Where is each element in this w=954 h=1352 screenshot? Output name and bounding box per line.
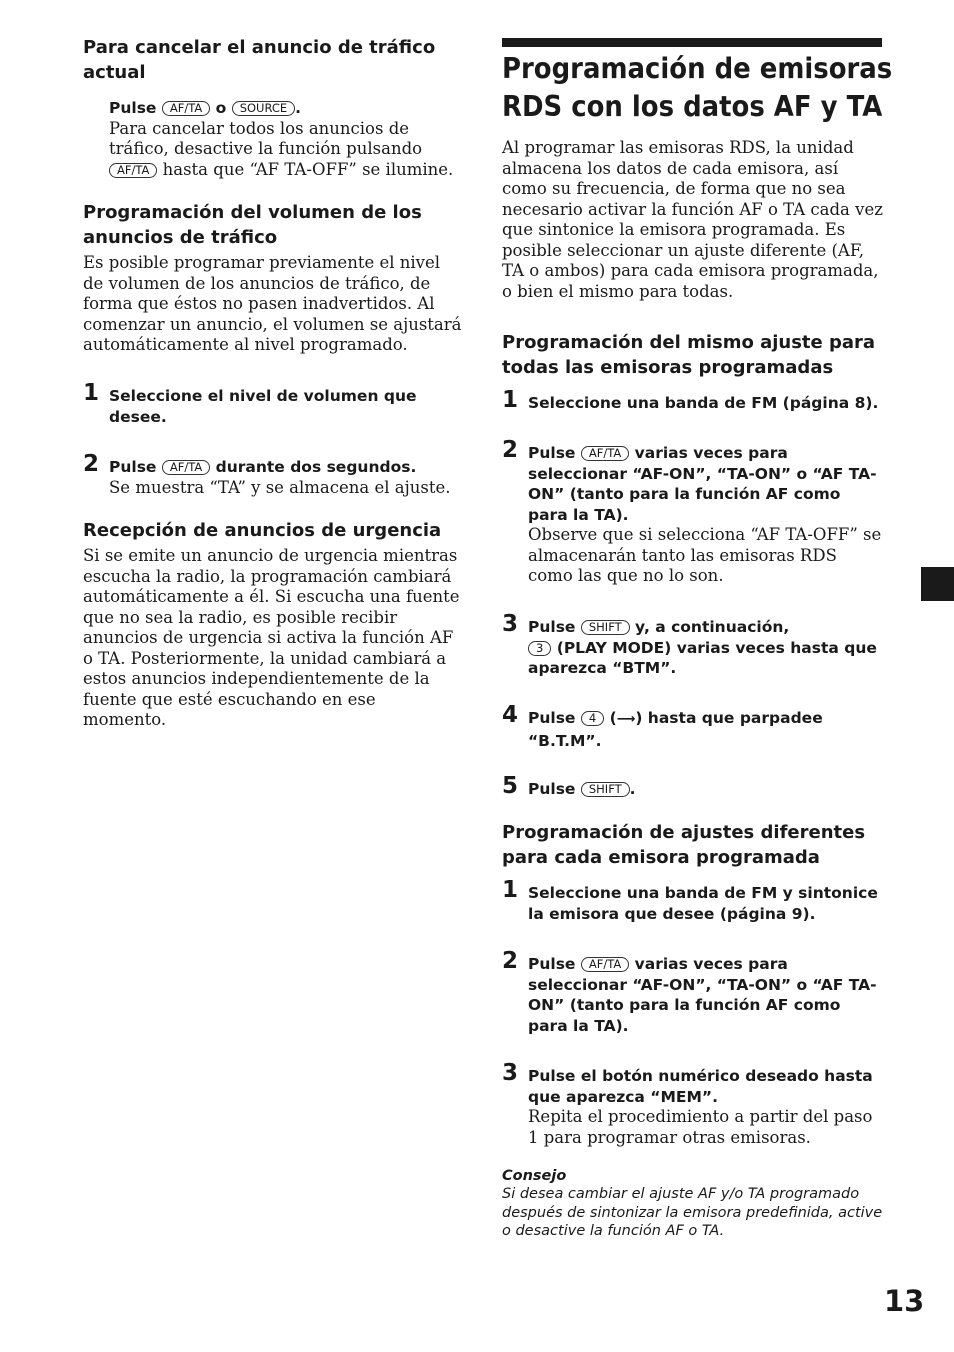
step-number: 1 <box>502 877 519 903</box>
cancel-instruction <box>109 98 463 180</box>
step-note: Se muestra “TA” y se almacena el ajuste. <box>109 477 451 497</box>
pulse-label: Pulse <box>528 955 576 973</box>
step-text: Pulse el botón numérico deseado hasta que aparezca “MEM”. <box>528 1067 873 1106</box>
period: . <box>295 99 302 117</box>
step-text-b: ) hasta que parpadee “B.T.M”. <box>528 709 823 750</box>
section-title <box>502 50 893 125</box>
step-number: 1 <box>83 380 100 406</box>
step-text: varias veces para seleccionar “AF-ON”, “TA-ON” o “AF TA-ON” (tanto para la función AF como para la TA). <box>528 955 877 1035</box>
step-text-b: (PLAY MODE) varias veces hasta que aparezca “BTM”. <box>528 638 877 677</box>
button-4-key: 4 <box>581 711 604 726</box>
step-text: Seleccione una banda de FM (página 8). <box>528 394 879 412</box>
step-number: 2 <box>502 948 519 974</box>
button-3-key: 3 <box>528 641 551 656</box>
step-text: varias veces para seleccionar “AF-ON”, “TA-ON” o “AF TA-ON” (tanto para la función AF como para la TA). <box>528 444 877 524</box>
step-number: 2 <box>502 437 519 463</box>
heading-different-settings: Programación de ajustes diferentes para cada emisora programada <box>502 822 866 868</box>
page-number: 13 <box>884 1284 925 1318</box>
heading-cancel-announcement: Para cancelar el anuncio de tráfico actual <box>83 37 436 83</box>
step-number: 3 <box>502 611 519 637</box>
af-ta-button-key: AF/TA <box>162 460 210 475</box>
shift-button-key: SHIFT <box>581 782 630 797</box>
pulse-label: Pulse <box>109 458 157 476</box>
step-number: 2 <box>83 451 100 477</box>
pulse-label: Pulse <box>528 444 576 462</box>
heading-volume: Programación del volumen de los anuncios de tráfico <box>83 202 422 248</box>
step-note: Repita el procedimiento a partir del paso 1 para programar otras emisoras. <box>528 1107 873 1147</box>
thumb-index-tab <box>921 567 954 601</box>
step-number: 5 <box>502 773 519 799</box>
step-number: 4 <box>502 702 519 728</box>
step-number: 3 <box>502 1060 519 1086</box>
cancel-note <box>109 119 463 181</box>
step-number: 1 <box>502 387 519 413</box>
title-rule <box>502 38 882 47</box>
step-text: durante dos segundos. <box>215 458 417 476</box>
shift-button-key: SHIFT <box>581 620 630 635</box>
tip-body: Si desea cambiar el ajuste AF y/o TA programado después de sintonizar la emisora predefinida, active o desactive la función AF o TA. <box>502 1186 883 1239</box>
intro-paragraph: Al programar las emisoras RDS, la unidad almacena los datos de cada emisora, así como su frecuencia, de forma que no sea necesario activar la función AF o TA cada vez que sintonice la emisora programada. Es posible seleccionar un ajuste diferente (AF, TA o ambos) para cada emisora programada, o bien el mismo para todas. <box>502 138 883 301</box>
step-text: Seleccione una banda de FM y sintonice la emisora que desee (página 9). <box>528 884 878 923</box>
volume-paragraph: Es posible programar previamente el nivel de volumen de los anuncios de tráfico, de forma que éstos no pasen inadvertidos. Al comenzar un anuncio, el volumen se ajustará automáticamente al nivel programado. <box>83 253 462 354</box>
section-title-line-2: RDS con los datos AF y TA <box>502 89 883 123</box>
pulse-label: Pulse <box>528 618 576 636</box>
af-ta-button-key: AF/TA <box>581 446 629 461</box>
source-button-key: SOURCE <box>232 101 295 116</box>
cancel-note-b: hasta que “AF TA-OFF” se ilumine. <box>162 159 454 179</box>
emergency-paragraph: Si se emite un anuncio de urgencia mientras escucha la radio, la programación cambiará automáticamente a él. Si escucha una fuente que no sea la radio, es posible recibir anuncios de urgencia si activa la función AF o TA. Posteriormente, la unidad cambiará a estos anuncios independientemente de la fuente que esté escuchando en ese momento. <box>83 546 460 729</box>
pulse-label: Pulse <box>528 709 576 727</box>
pulse-label: Pulse <box>528 780 576 798</box>
step-text-a: y, a continuación, <box>635 618 790 636</box>
tip-title: Consejo <box>502 1168 567 1184</box>
af-ta-button-key: AF/TA <box>109 163 157 178</box>
pulse-label: Pulse <box>109 99 157 117</box>
or-label: o <box>215 99 227 117</box>
af-ta-button-key: AF/TA <box>162 101 210 116</box>
heading-emergency: Recepción de anuncios de urgencia <box>83 520 442 541</box>
af-ta-button-key: AF/TA <box>581 957 629 972</box>
arrow-right-icon: ⟶ <box>616 712 636 727</box>
cancel-note-a: Para cancelar todos los anuncios de tráfico, desactive la función pulsando <box>109 118 423 158</box>
heading-same-setting: Programación del mismo ajuste para todas las emisoras programadas <box>502 332 876 378</box>
step-note: Observe que si selecciona “AF TA-OFF” se almacenarán tanto las emisoras RDS como las que no lo son. <box>528 525 882 585</box>
section-title-line-1: Programación de emisoras <box>502 52 893 85</box>
step-text: Seleccione el nivel de volumen que desee. <box>109 387 417 426</box>
paren-open: ( <box>609 709 617 727</box>
period: . <box>629 780 636 798</box>
